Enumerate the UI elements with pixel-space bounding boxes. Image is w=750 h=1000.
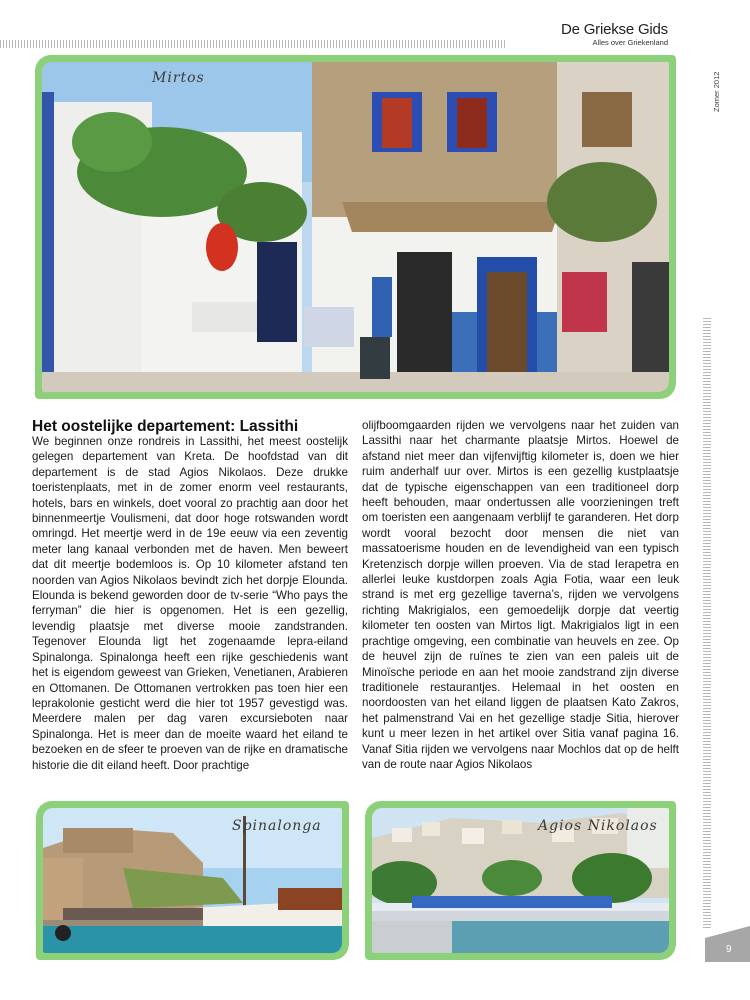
issue-label: Zomer 2012 [712,71,721,112]
caption-agios-nikolaos: Agios Nikolaos [538,818,658,834]
photo-mirtos [42,62,669,392]
caption-mirtos: Mirtos [152,70,205,86]
page-number: 9 [726,944,732,955]
header-dotted-rule [0,40,505,48]
photo-mirtos-frame [35,55,676,399]
article-title: Het oostelijke departement: Lassithi [32,418,299,435]
caption-spinalonga: Spinalonga [232,818,322,834]
brand-title: De Griekse Gids [560,21,668,38]
side-dotted-rule [703,318,711,928]
article-column-2: olijfboomgaarden rijden we vervolgens naar het zuiden van Lassithi naar het charmante plaatsje Mirtos. Hoewel de afstand niet meer dan vijfenvijftig kilometer is, doen we hier ruim anderhalf uur over. Mirtos is een gezellig kustplaatsje dat de typische eigenschappen van een traditioneel dorp heeft behouden, maar ondertussen alle voorzieningen treft om toeristen een aangenaam verblijf te garanderen. Het dorp wordt vooral bezocht door mensen die niet van massatoerisme houden en de levendigheid van een typisch Kretenzisch dorpje willen proeven. Via de stad Ierapetra en allerlei leuke kustdorpen zoals Agia Fotia, waar een leuk strand is met erg gezellige taverna’s, rijden we vervolgens richting Makrigialos, een gemoedelijk dorpje dat veertig kilometer ten oosten van Mirtos ligt. Makrigialos ligt in een prachtige omgeving, een combinatie van heuvels en zee. Op de heuvel zijn de ruïnes te zien van een paleis uit de Minoïsche periode en aan het mooie zandstrand zijn diverse traditionele restaurantjes. Helemaal in het oosten en noordoosten van het eiland liggen de plaatsen Kato Zakros, het palmenstrand Vai en het gezellige stadje Sitia, hierover kunt u meer lezen in het artikel over Sitia vanaf pagina 16. Vanaf Sitia rijden we vervolgens naar Mochlos dat op de helft van de route naar Agios Nikolaos [362,419,679,771]
brand [561,22,668,47]
article-column-1: We beginnen onze rondreis in Lassithi, het meest oostelijk gelegen departement van Kreta. De hoofdstad van dit departement is de stad Agios Nikolaos. Deze drukke toeristenplaats, met in de zomer enorm veel restaurants, hotels, bars en winkels, doet vooral zo prachtig aan door het binnenmeertje Voulismeni, dat door hoge rotswanden wordt omringd. Het meertje werd in de 19e eeuw via een zeventig meter lang kanaal verbonden met de haven. Men beweert dat dit meertje bodemloos is. Op 10 kilometer afstand ten noorden van Agios Nikolaos bevindt zich het dorpje Elounda. Elounda is bekend geworden door de tv-serie “Who pays the ferryman” die hier is opgenomen. Het is een gezellig, levendig plaatsje met diverse mooie zandstranden. Tegenover Elounda ligt het zogenaamde lepra-eiland Spinalonga. Spinalonga heeft een rijke geschiedenis want het is eigendom geweest van Grieken, Venetianen, Arabieren en Ottomanen. De Ottomanen vertrokken pas toen hier een leprakolonie gesticht werd die hier tot 1957 gevestigd was. Meerdere malen per dag varen excursieboten naar Spinalonga. Het is meer dan de moeite waard het eiland te bezoeken en de sfeer te proeven van de rijke en dramatische historie die dit eiland heeft. Door prachtige [32,435,348,772]
brand-subtitle: Alles over Griekenland [592,38,668,47]
